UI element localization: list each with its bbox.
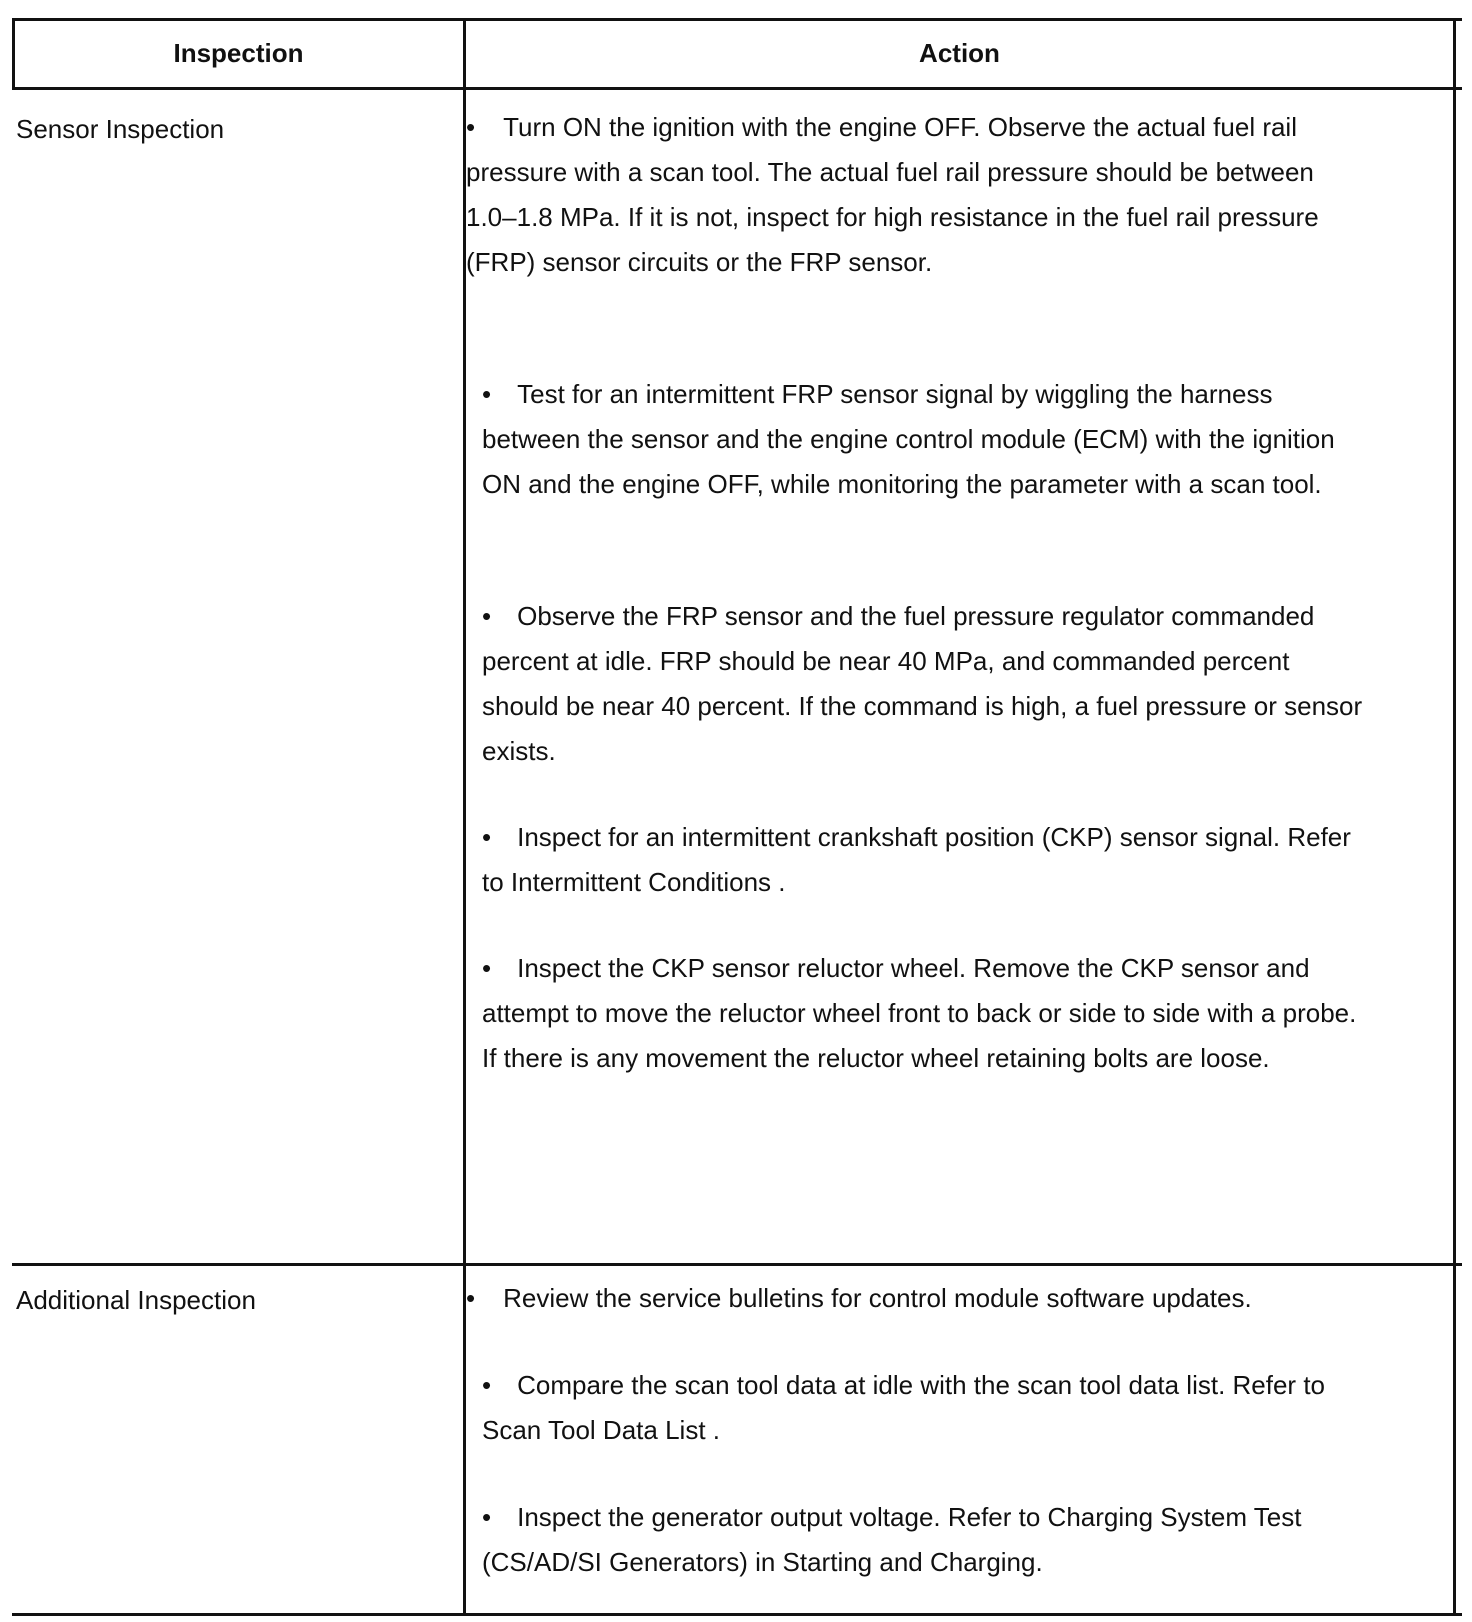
action-item: • Compare the scan tool data at idle with the scan tool data list. Refer to Scan Tool Data List . [482, 1363, 1367, 1453]
header-action: Action [919, 38, 1000, 68]
table-right-border [1453, 18, 1456, 1616]
bullet-icon: • [466, 1283, 476, 1313]
header-inspection: Inspection [173, 38, 304, 68]
bullet-icon: • [482, 822, 492, 852]
action-item: • Turn ON the ignition with the engine OFF. Observe the actual fuel rail pressure with a scan tool. The actual fuel rail pressure should be between 1.0–1.8 MPa. If it is not, inspect for high resistance in the fuel rail pressure (FRP) sensor circuits or the FRP sensor. [466, 105, 1351, 285]
bullet-icon: • [482, 379, 492, 409]
table-bottom-border [12, 1613, 1462, 1616]
row-divider [12, 1263, 1462, 1266]
bullet-icon: • [482, 1370, 492, 1400]
table-top-border [12, 18, 1462, 21]
header-bottom-border [12, 87, 1462, 90]
action-item: • Inspect the generator output voltage. Refer to Charging System Test (CS/AD/SI Generators) in Starting and Charging. [482, 1495, 1367, 1585]
action-item: • Test for an intermittent FRP sensor signal by wiggling the harness between the sensor and the engine control module (ECM) with the ignition ON and the engine OFF, while monitoring the parameter with a scan tool. [482, 372, 1367, 507]
row-label-additional-inspection: Additional Inspection [16, 1285, 256, 1315]
action-item: • Observe the FRP sensor and the fuel pressure regulator commanded percent at idle. FRP should be near 40 MPa, and commanded percent should be near 40 percent. If the command is high, a fuel pressure or sensor exists. [482, 594, 1367, 774]
bullet-icon: • [466, 112, 476, 142]
action-item: • Inspect for an intermittent crankshaft position (CKP) sensor signal. Refer to Intermittent Conditions . [482, 815, 1367, 905]
bullet-icon: • [482, 1502, 492, 1532]
bullet-icon: • [482, 953, 492, 983]
bullet-icon: • [482, 601, 492, 631]
action-item: • Review the service bulletins for control module software updates. [466, 1276, 1351, 1321]
row-label-sensor-inspection: Sensor Inspection [16, 114, 225, 144]
action-item: • Inspect the CKP sensor reluctor wheel. Remove the CKP sensor and attempt to move the reluctor wheel front to back or side to side with a probe. If there is any movement the reluctor wheel retaining bolts are loose. [482, 946, 1367, 1081]
